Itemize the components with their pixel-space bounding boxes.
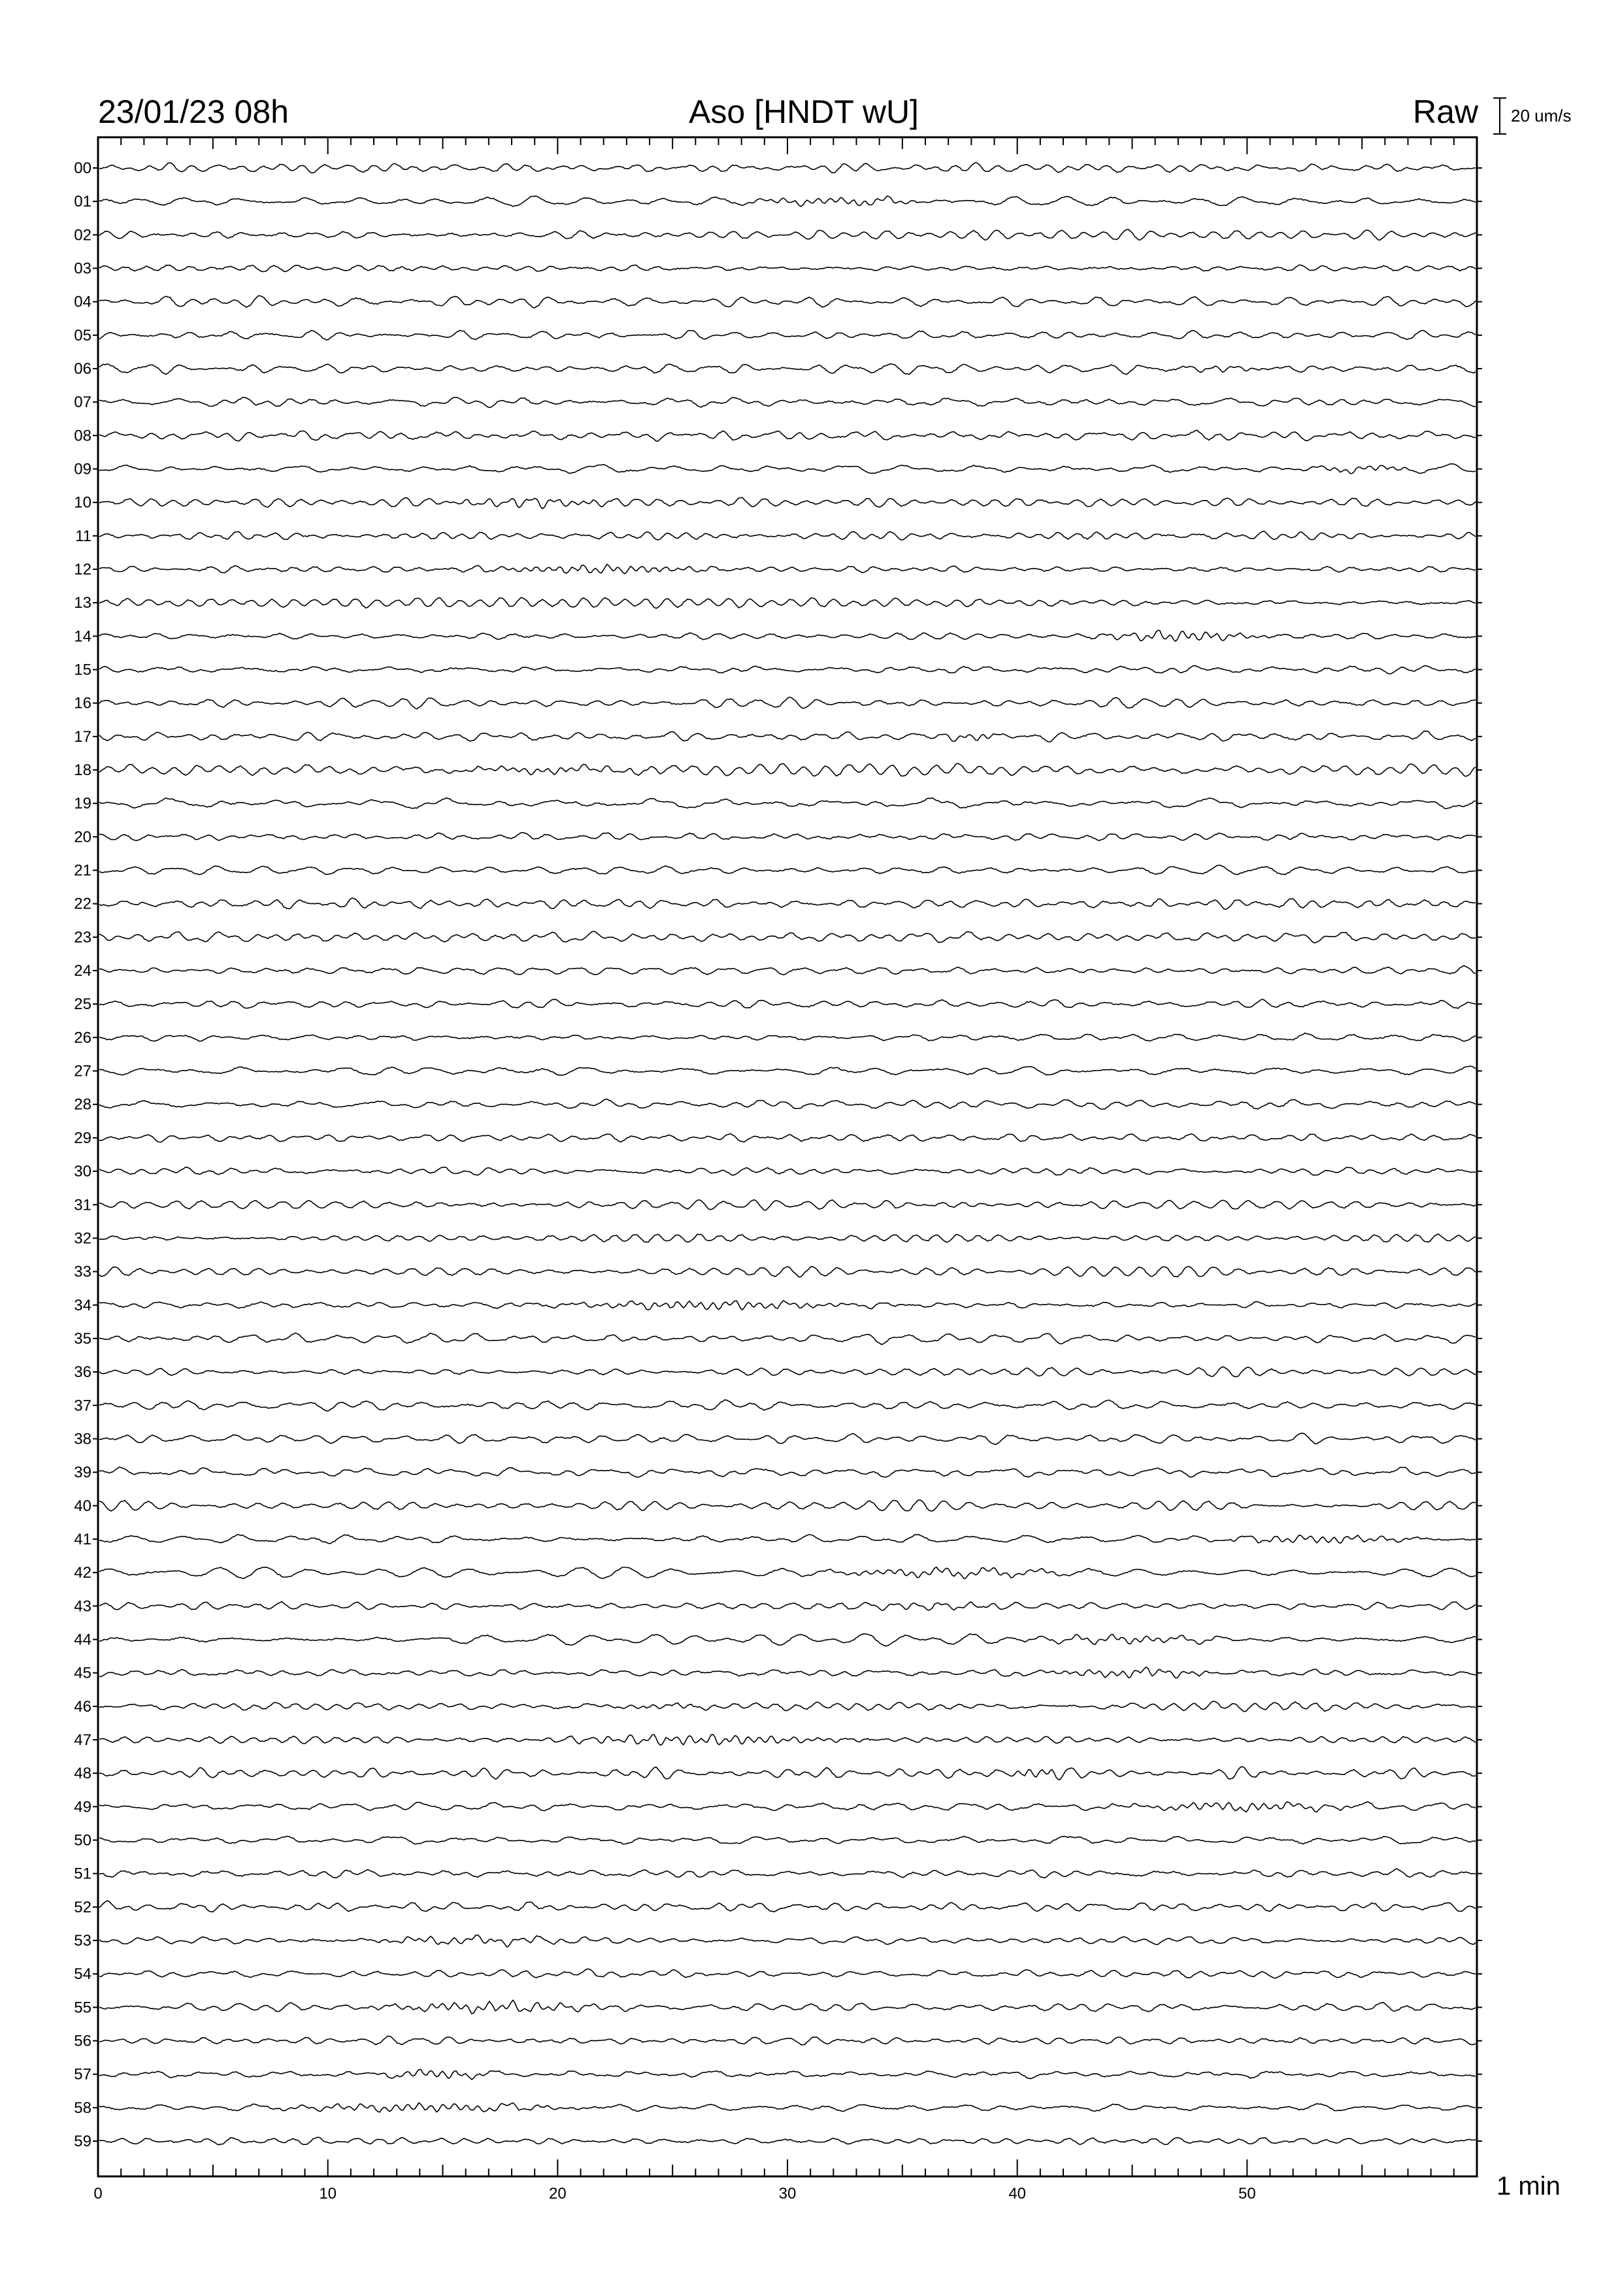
row-label-02: 02 xyxy=(74,226,91,244)
trace-row-26 xyxy=(99,1033,1476,1042)
trace-row-57 xyxy=(99,2069,1476,2079)
row-label-12: 12 xyxy=(74,561,91,579)
trace-row-24 xyxy=(99,965,1476,974)
trace-row-28 xyxy=(99,1099,1476,1109)
row-label-26: 26 xyxy=(74,1029,91,1047)
trace-row-49 xyxy=(99,1802,1476,1812)
trace-row-20 xyxy=(99,833,1476,840)
trace-row-01 xyxy=(99,196,1476,207)
row-label-05: 05 xyxy=(74,326,91,344)
row-label-07: 07 xyxy=(74,393,91,412)
row-label-43: 43 xyxy=(74,1597,91,1616)
row-label-44: 44 xyxy=(74,1631,91,1649)
x-tick-label-40: 40 xyxy=(1008,2185,1027,2203)
row-label-56: 56 xyxy=(74,2032,91,2050)
row-label-25: 25 xyxy=(74,995,91,1014)
row-label-58: 58 xyxy=(74,2099,91,2117)
row-label-17: 17 xyxy=(74,727,91,746)
trace-row-48 xyxy=(99,1767,1476,1780)
trace-row-55 xyxy=(99,2000,1476,2014)
trace-row-18 xyxy=(99,763,1476,776)
trace-row-12 xyxy=(99,564,1476,574)
trace-row-59 xyxy=(99,2137,1476,2145)
row-label-24: 24 xyxy=(74,962,91,980)
trace-row-10 xyxy=(99,497,1476,508)
trace-row-31 xyxy=(99,1200,1476,1210)
trace-row-29 xyxy=(99,1134,1476,1142)
chart-station-title: Aso [HNDT wU] xyxy=(689,93,919,130)
chart-datetime: 23/01/23 08h xyxy=(98,93,289,130)
x-tick-label-30: 30 xyxy=(778,2185,797,2203)
row-label-03: 03 xyxy=(74,259,91,278)
row-label-group xyxy=(74,159,91,2150)
row-label-49: 49 xyxy=(74,1798,91,1816)
trace-row-11 xyxy=(99,531,1476,541)
row-label-08: 08 xyxy=(74,427,91,445)
trace-row-03 xyxy=(99,265,1476,271)
x-tick-label-50: 50 xyxy=(1238,2185,1256,2203)
row-label-23: 23 xyxy=(74,928,91,946)
row-label-35: 35 xyxy=(74,1329,91,1348)
row-label-59: 59 xyxy=(74,2133,91,2150)
row-label-13: 13 xyxy=(74,594,91,612)
trace-row-45 xyxy=(99,1667,1476,1678)
row-label-53: 53 xyxy=(74,1931,91,1950)
row-label-00: 00 xyxy=(74,159,91,177)
row-label-29: 29 xyxy=(74,1129,91,1147)
row-label-14: 14 xyxy=(74,627,91,646)
trace-row-02 xyxy=(99,229,1476,240)
trace-row-32 xyxy=(99,1234,1476,1242)
row-label-46: 46 xyxy=(74,1697,91,1716)
trace-row-00 xyxy=(99,163,1476,173)
chart-mode-label: Raw xyxy=(1412,93,1478,130)
row-label-27: 27 xyxy=(74,1062,91,1080)
x-tick-label-0: 0 xyxy=(93,2185,103,2203)
row-label-50: 50 xyxy=(74,1831,91,1850)
row-label-45: 45 xyxy=(74,1664,91,1682)
trace-row-50 xyxy=(99,1836,1476,1844)
row-label-55: 55 xyxy=(74,1999,91,2017)
trace-row-41 xyxy=(99,1535,1476,1544)
trace-row-46 xyxy=(99,1701,1476,1712)
row-label-21: 21 xyxy=(74,861,91,880)
row-label-32: 32 xyxy=(74,1229,91,1248)
trace-row-43 xyxy=(99,1602,1476,1610)
trace-row-22 xyxy=(99,898,1476,909)
row-label-36: 36 xyxy=(74,1363,91,1382)
trace-row-19 xyxy=(99,798,1476,809)
row-label-28: 28 xyxy=(74,1095,91,1114)
row-label-22: 22 xyxy=(74,895,91,913)
trace-row-05 xyxy=(99,331,1476,341)
trace-row-30 xyxy=(99,1167,1476,1176)
trace-row-27 xyxy=(99,1066,1476,1075)
row-label-04: 04 xyxy=(74,293,91,311)
row-label-52: 52 xyxy=(74,1898,91,1916)
trace-row-47 xyxy=(99,1735,1476,1745)
trace-row-14 xyxy=(99,630,1476,641)
row-label-47: 47 xyxy=(74,1731,91,1749)
row-label-31: 31 xyxy=(74,1196,91,1214)
scale-bar xyxy=(1493,98,1572,134)
row-label-16: 16 xyxy=(74,694,91,712)
trace-row-23 xyxy=(99,931,1476,943)
row-label-39: 39 xyxy=(74,1463,91,1482)
trace-row-35 xyxy=(99,1333,1476,1345)
row-label-40: 40 xyxy=(74,1497,91,1515)
scale-bar-label: 20 um/s xyxy=(1511,106,1572,125)
row-label-41: 41 xyxy=(74,1530,91,1548)
trace-row-56 xyxy=(99,2036,1476,2044)
row-label-37: 37 xyxy=(74,1397,91,1415)
trace-row-39 xyxy=(99,1467,1476,1477)
trace-row-53 xyxy=(99,1935,1476,1947)
row-label-33: 33 xyxy=(74,1263,91,1281)
row-label-38: 38 xyxy=(74,1430,91,1448)
trace-row-13 xyxy=(99,597,1476,608)
trace-row-58 xyxy=(99,2103,1476,2112)
trace-row-51 xyxy=(99,1869,1476,1878)
row-label-30: 30 xyxy=(74,1163,91,1181)
trace-row-07 xyxy=(99,397,1476,407)
trace-row-44 xyxy=(99,1634,1476,1646)
trace-row-04 xyxy=(99,296,1476,308)
trace-row-16 xyxy=(99,697,1476,709)
row-label-18: 18 xyxy=(74,761,91,780)
trace-row-42 xyxy=(99,1567,1476,1579)
row-label-51: 51 xyxy=(74,1865,91,1883)
x-tick-label-group xyxy=(93,2185,1255,2203)
trace-row-21 xyxy=(99,865,1476,874)
row-label-42: 42 xyxy=(74,1564,91,1582)
x-tick-label-10: 10 xyxy=(319,2185,337,2203)
row-label-11: 11 xyxy=(75,527,91,545)
trace-row-09 xyxy=(99,464,1476,474)
row-label-09: 09 xyxy=(74,460,91,478)
trace-row-36 xyxy=(99,1367,1476,1376)
trace-group xyxy=(99,163,1476,2145)
trace-row-54 xyxy=(99,1969,1476,1978)
x-tick-label-20: 20 xyxy=(548,2185,567,2203)
trace-row-40 xyxy=(99,1500,1476,1511)
trace-row-33 xyxy=(99,1267,1476,1277)
row-label-20: 20 xyxy=(74,828,91,846)
x-unit-label: 1 min xyxy=(1496,2172,1561,2201)
row-label-15: 15 xyxy=(74,661,91,679)
trace-row-08 xyxy=(99,430,1476,441)
trace-row-37 xyxy=(99,1400,1476,1411)
trace-row-06 xyxy=(99,364,1476,374)
row-label-54: 54 xyxy=(74,1965,91,1984)
trace-row-34 xyxy=(99,1301,1476,1310)
row-label-10: 10 xyxy=(74,493,91,512)
row-label-01: 01 xyxy=(74,193,91,211)
row-label-19: 19 xyxy=(74,795,91,813)
trace-row-25 xyxy=(99,999,1476,1008)
trace-row-17 xyxy=(99,731,1476,742)
row-label-57: 57 xyxy=(74,2065,91,2084)
plot-frame xyxy=(98,137,1477,2176)
trace-row-15 xyxy=(99,666,1476,674)
trace-row-52 xyxy=(99,1901,1476,1912)
trace-row-38 xyxy=(99,1433,1476,1444)
row-label-48: 48 xyxy=(74,1765,91,1783)
row-label-06: 06 xyxy=(74,360,91,378)
row-label-34: 34 xyxy=(74,1296,91,1314)
